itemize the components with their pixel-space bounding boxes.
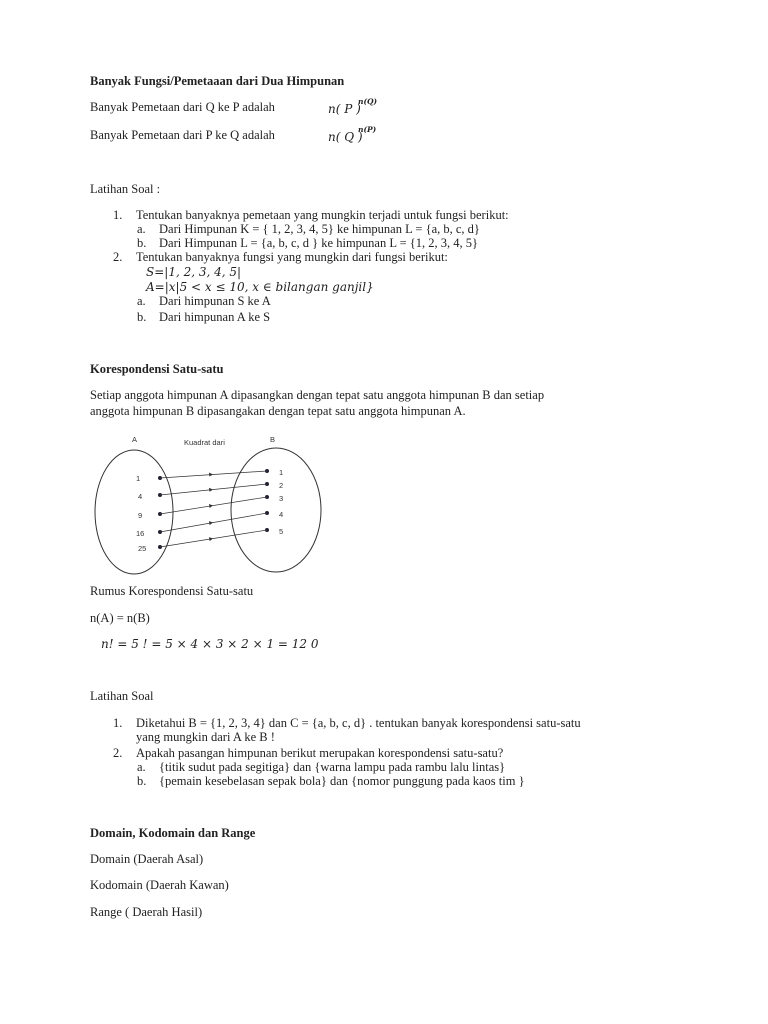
set-a-item: 4	[138, 492, 143, 501]
question-1a: Dari Himpunan K = { 1, 2, 3, 4, 5} ke himpunan L = {a, b, c, d}	[159, 222, 480, 236]
latihan-soal-title-1: Latihan Soal :	[90, 182, 161, 196]
mapping-arrow	[160, 513, 267, 532]
arrowhead	[209, 488, 213, 492]
relation-label: Kuadrat dari	[184, 438, 225, 447]
mapping-arrow	[160, 471, 267, 478]
question-2-1-line-1: Diketahui B = {1, 2, 3, 4} dan C = {a, b, c, d} . tentukan banyak korespondensi satu-satu	[136, 716, 581, 730]
question-1: Tentukan banyaknya pemetaan yang mungkin terjadi untuk fungsi berikut:	[136, 208, 509, 222]
definition-line-1: Setiap anggota himpunan A dipasangkan dengan tepat satu anggota himpunan B dan setiap	[90, 388, 545, 402]
formula-n-p-exponent: n(Q)	[358, 97, 378, 106]
set-b-item: 1	[279, 468, 284, 477]
mapping-arrow	[160, 484, 267, 495]
mapping-arrow	[160, 497, 267, 514]
set-b-item: 5	[279, 527, 284, 536]
set-a-item: 9	[138, 511, 143, 520]
list-letter: b.	[137, 310, 147, 324]
domain-definition: Domain (Daerah Asal)	[90, 852, 204, 866]
question-2a: Dari himpunan S ke A	[159, 294, 271, 308]
question-2-1-line-2: yang mungkin dari A ke B !	[136, 730, 275, 744]
formula-n-q: n( Q )	[328, 130, 363, 144]
section-title-domain: Domain, Kodomain dan Range	[90, 826, 256, 840]
arrowhead	[209, 473, 213, 477]
list-letter: b.	[137, 236, 147, 250]
set-a-label: A	[132, 435, 138, 444]
question-2b: Dari himpunan A ke S	[159, 310, 271, 324]
set-b-item: 4	[279, 510, 284, 519]
set-a-ellipse	[95, 450, 173, 574]
section-title-korespondensi: Korespondensi Satu-satu	[90, 362, 224, 376]
mapping-count-q-to-p: Banyak Pemetaan dari Q ke P adalah	[90, 100, 275, 114]
question-2-2a: {titik sudut pada segitiga} dan {warna lampu pada rambu lalu lintas}	[159, 760, 506, 774]
section-title-banyak-fungsi: Banyak Fungsi/Pemetaaan dari Dua Himpunan	[90, 74, 345, 88]
equation-factorial: n! = 5 ! = 5 × 4 × 3 × 2 × 1 = 12 0	[101, 637, 319, 651]
mapping-count-p-to-q: Banyak Pemetaan dari P ke Q adalah	[90, 128, 275, 142]
question-2-2b: {pemain kesebelasan sepak bola} dan {nomor punggung pada kaos tim }	[159, 774, 525, 788]
question-1b: Dari Himpunan L = {a, b, c, d } ke himpunan L = {1, 2, 3, 4, 5}	[159, 236, 479, 250]
set-b-label: B	[270, 435, 276, 444]
formula-n-q-exponent: n(P)	[358, 125, 377, 134]
list-letter: b.	[137, 774, 147, 788]
kodomain-definition: Kodomain (Daerah Kawan)	[90, 878, 229, 892]
set-s-definition: S=|1, 2, 3, 4, 5|	[146, 265, 242, 279]
list-number: 1.	[113, 208, 123, 222]
set-a-definition: A=|x|5 < x ≤ 10, x ∈ bilangan ganjil}	[146, 280, 374, 294]
list-letter: a.	[137, 760, 146, 774]
rumus-title: Rumus Korespondensi Satu-satu	[90, 584, 254, 598]
question-2: Tentukan banyaknya fungsi yang mungkin dari fungsi berikut:	[136, 250, 448, 264]
list-number: 1.	[113, 716, 123, 730]
list-number: 2.	[113, 746, 123, 760]
question-2-2: Apakah pasangan himpunan berikut merupakan korespondensi satu-satu?	[136, 746, 504, 760]
set-a-item: 25	[138, 544, 147, 553]
list-number: 2.	[113, 250, 123, 264]
definition-line-2: anggota himpunan B dipasangakan dengan tepat satu anggota himpunan A.	[90, 404, 466, 418]
list-letter: a.	[137, 294, 146, 308]
set-a-item: 1	[136, 474, 141, 483]
arrowhead	[209, 537, 213, 541]
formula-n-p: n( P )	[328, 102, 361, 116]
set-a-item: 16	[136, 529, 145, 538]
mapping-diagram	[86, 428, 346, 588]
arrowhead	[209, 521, 213, 525]
set-b-item: 3	[279, 494, 284, 503]
list-letter: a.	[137, 222, 146, 236]
range-definition: Range ( Daerah Hasil)	[90, 905, 203, 919]
mapping-arrow	[160, 530, 267, 547]
set-b-ellipse	[231, 448, 321, 572]
set-b-item: 2	[279, 481, 284, 490]
equation-n-a-equals-n-b: n(A) = n(B)	[90, 611, 150, 625]
latihan-soal-title-2: Latihan Soal	[90, 689, 154, 703]
